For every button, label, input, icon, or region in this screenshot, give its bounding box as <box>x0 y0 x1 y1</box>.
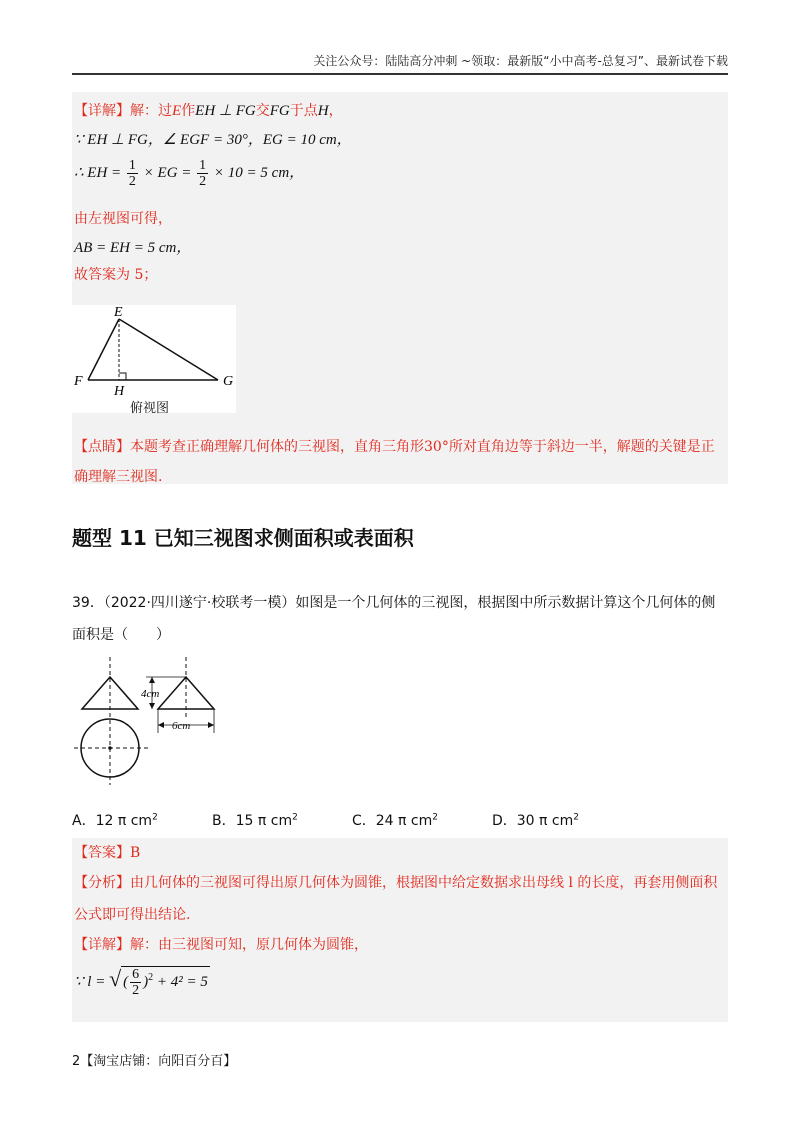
figure-caption: 俯视图 <box>130 401 170 416</box>
answer-line: 【答案】B <box>74 845 141 861</box>
page-header: 关注公众号：陆陆高分冲刺 ~领取：最新版“小中高考-总复习”、最新试卷下载 <box>313 54 728 68</box>
label-E: E <box>114 305 123 320</box>
option-d[interactable]: D．30 π $cm^2$ <box>492 812 579 829</box>
label-F: F <box>74 374 83 389</box>
answer-panel <box>72 838 728 1022</box>
option-a[interactable]: A．12 π $cm^2$ <box>72 812 158 829</box>
label-H: H <box>114 384 125 399</box>
detail-line-2: ∵ EH ⊥ FG，∠ EGF = 30°，EG = 10 cm， <box>74 132 352 148</box>
fraction-half: $\frac{1}{2}$ <box>199 158 207 189</box>
formula-line: ∵ l = √ ( $\frac{6}{2}$ )$^2$ + 4² = 5 <box>74 966 208 999</box>
analysis-line-2: 公式即可得出结论. <box>74 907 191 923</box>
detail-line-3: ∴ EH = $\frac{1}{2}$ × EG = $\frac{1}{2}$ × 10 = 5 cm， <box>74 158 305 189</box>
label-G: G <box>223 374 234 389</box>
detail-line-6: 故答案为 5； <box>74 267 158 283</box>
solution-panel <box>72 92 728 484</box>
question-line-1: 39．（2022·四川遂宁·校联考一模）如图是一个几何体的三视图，根据图中所示数据计算这个几何体的侧 <box>72 595 716 611</box>
formula-fraction: $\frac{6}{2}$ <box>132 967 140 999</box>
analysis-line-1: 【分析】由几何体的三视图可得出原几何体为圆锥，根据图中给定数据求出母线 l 的长度，再套用侧面积 <box>74 875 718 891</box>
page-footer: 2【淘宝店铺：向阳百分百】 <box>72 1054 237 1069</box>
detail-line-1: 【详解】解：过E作EH ⊥ FG交FG于点H， <box>74 103 343 119</box>
comment-line-1: 【点睛】本题考查正确理解几何体的三视图，直角三角形30°所对直角边等于斜边一半，解题的关键是正 <box>74 439 715 455</box>
option-c[interactable]: C．24 π $cm^2$ <box>352 812 438 829</box>
detail-line: 【详解】解：由三视图可知，原几何体为圆锥， <box>74 937 368 953</box>
three-view-figure <box>72 655 232 790</box>
comment-line-2: 确理解三视图. <box>74 469 163 485</box>
option-b[interactable]: B．15 π $cm^2$ <box>212 812 298 829</box>
detail-line-4: 由左视图可得， <box>74 211 172 227</box>
detail-line-5: AB = EH = 5 cm， <box>74 240 192 256</box>
section-title: 题型 11 已知三视图求侧面积或表面积 <box>72 526 414 550</box>
width-label: 6cm <box>172 720 191 732</box>
height-label: 4cm <box>141 688 160 700</box>
header-divider <box>72 73 728 75</box>
question-line-2: 面积是（ ） <box>72 627 170 643</box>
fraction-half: $\frac{1}{2}$ <box>128 158 136 189</box>
